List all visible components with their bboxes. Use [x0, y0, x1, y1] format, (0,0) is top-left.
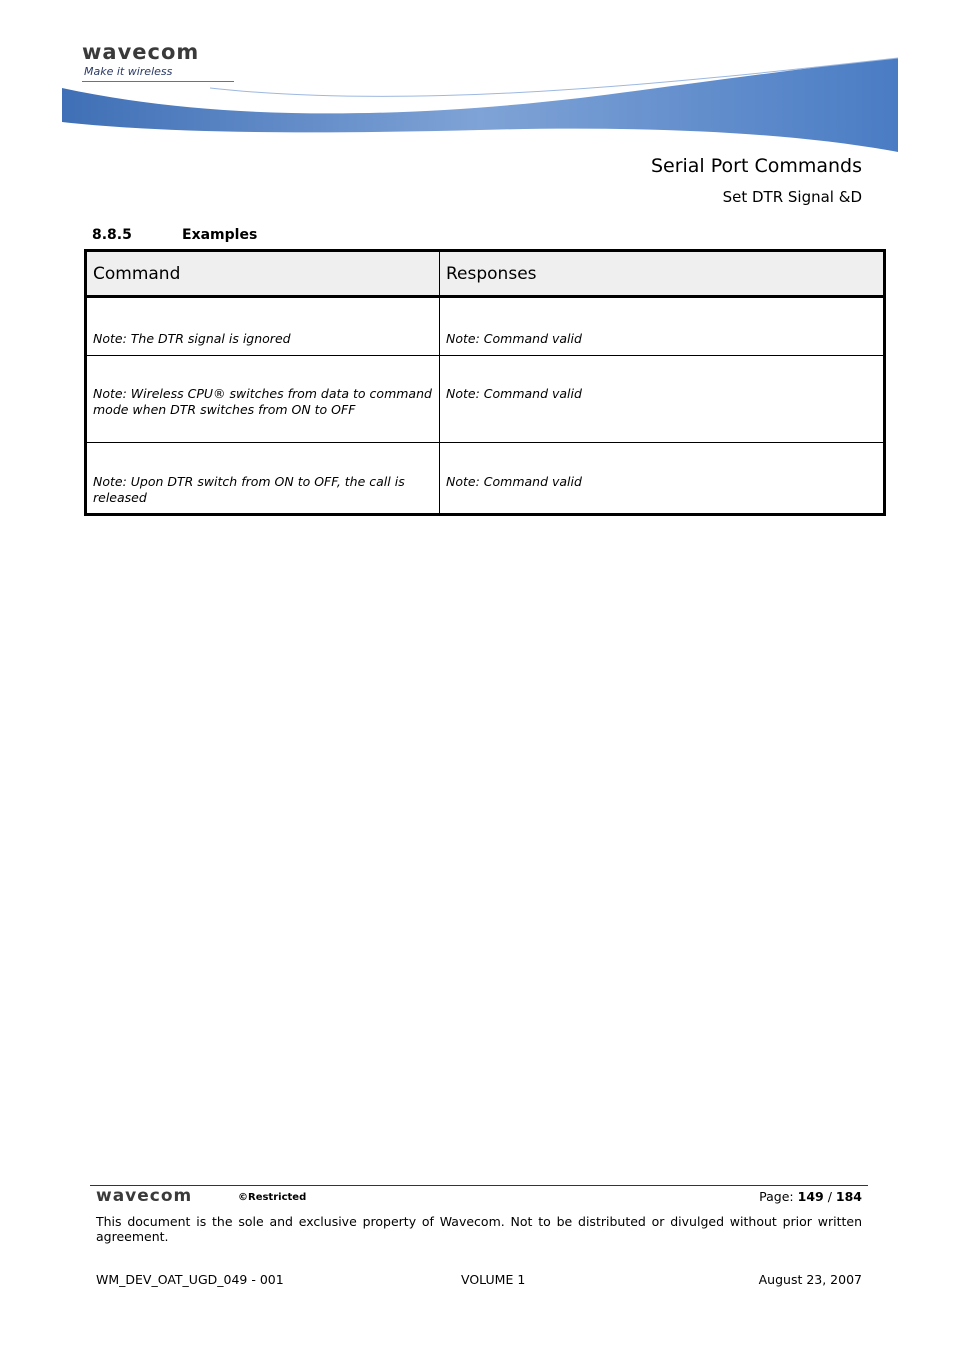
header-wave-banner	[60, 50, 900, 155]
footer-doc-ref: WM_DEV_OAT_UGD_049 - 001	[96, 1272, 284, 1287]
command-note: Note: The DTR signal is ignored	[93, 331, 291, 346]
footer-divider	[90, 1185, 868, 1186]
footer-date: August 23, 2007	[758, 1272, 862, 1287]
footer-notice: This document is the sole and exclusive property of Wavecom. Not to be distributed or divulged without prior written agreement.	[96, 1214, 862, 1244]
page-label: Page:	[759, 1189, 794, 1204]
command-note: Note: Wireless CPU® switches from data to command mode when DTR switches from ON to OFF	[93, 386, 432, 417]
response-cell	[440, 443, 885, 515]
section-heading	[92, 227, 257, 243]
command-note: Note: Upon DTR switch from ON to OFF, the call is released	[93, 474, 405, 505]
column-header-command: Command	[86, 251, 440, 297]
table-row	[86, 297, 885, 356]
footer-wavecom-logo: wavecom	[96, 1186, 193, 1206]
command-cell	[86, 356, 440, 443]
command-cell	[86, 443, 440, 515]
footer-page-number	[759, 1189, 862, 1204]
section-title: Examples	[182, 227, 258, 243]
footer-restricted-label: ©Restricted	[238, 1192, 307, 1203]
logo-tagline: Make it wireless	[84, 65, 173, 78]
page-separator: /	[827, 1189, 832, 1204]
response-note: Note: Command valid	[446, 331, 582, 346]
response-cell	[440, 297, 885, 356]
wavecom-logo: wavecom	[82, 40, 200, 64]
response-note: Note: Command valid	[446, 474, 582, 489]
page-header-title: Serial Port Commands	[650, 155, 862, 177]
page-total: 184	[835, 1189, 862, 1204]
footer-volume: VOLUME 1	[461, 1272, 526, 1287]
section-number: 8.8.5	[92, 227, 132, 243]
examples-table	[84, 249, 886, 516]
table-row	[86, 356, 885, 443]
page-current: 149	[797, 1189, 824, 1204]
response-note: Note: Command valid	[446, 386, 582, 401]
table-row	[86, 443, 885, 515]
table-header-row	[86, 251, 885, 297]
command-cell	[86, 297, 440, 356]
response-cell	[440, 356, 885, 443]
page-header-subtitle: Set DTR Signal &D	[722, 188, 862, 206]
column-header-responses: Responses	[440, 251, 885, 297]
